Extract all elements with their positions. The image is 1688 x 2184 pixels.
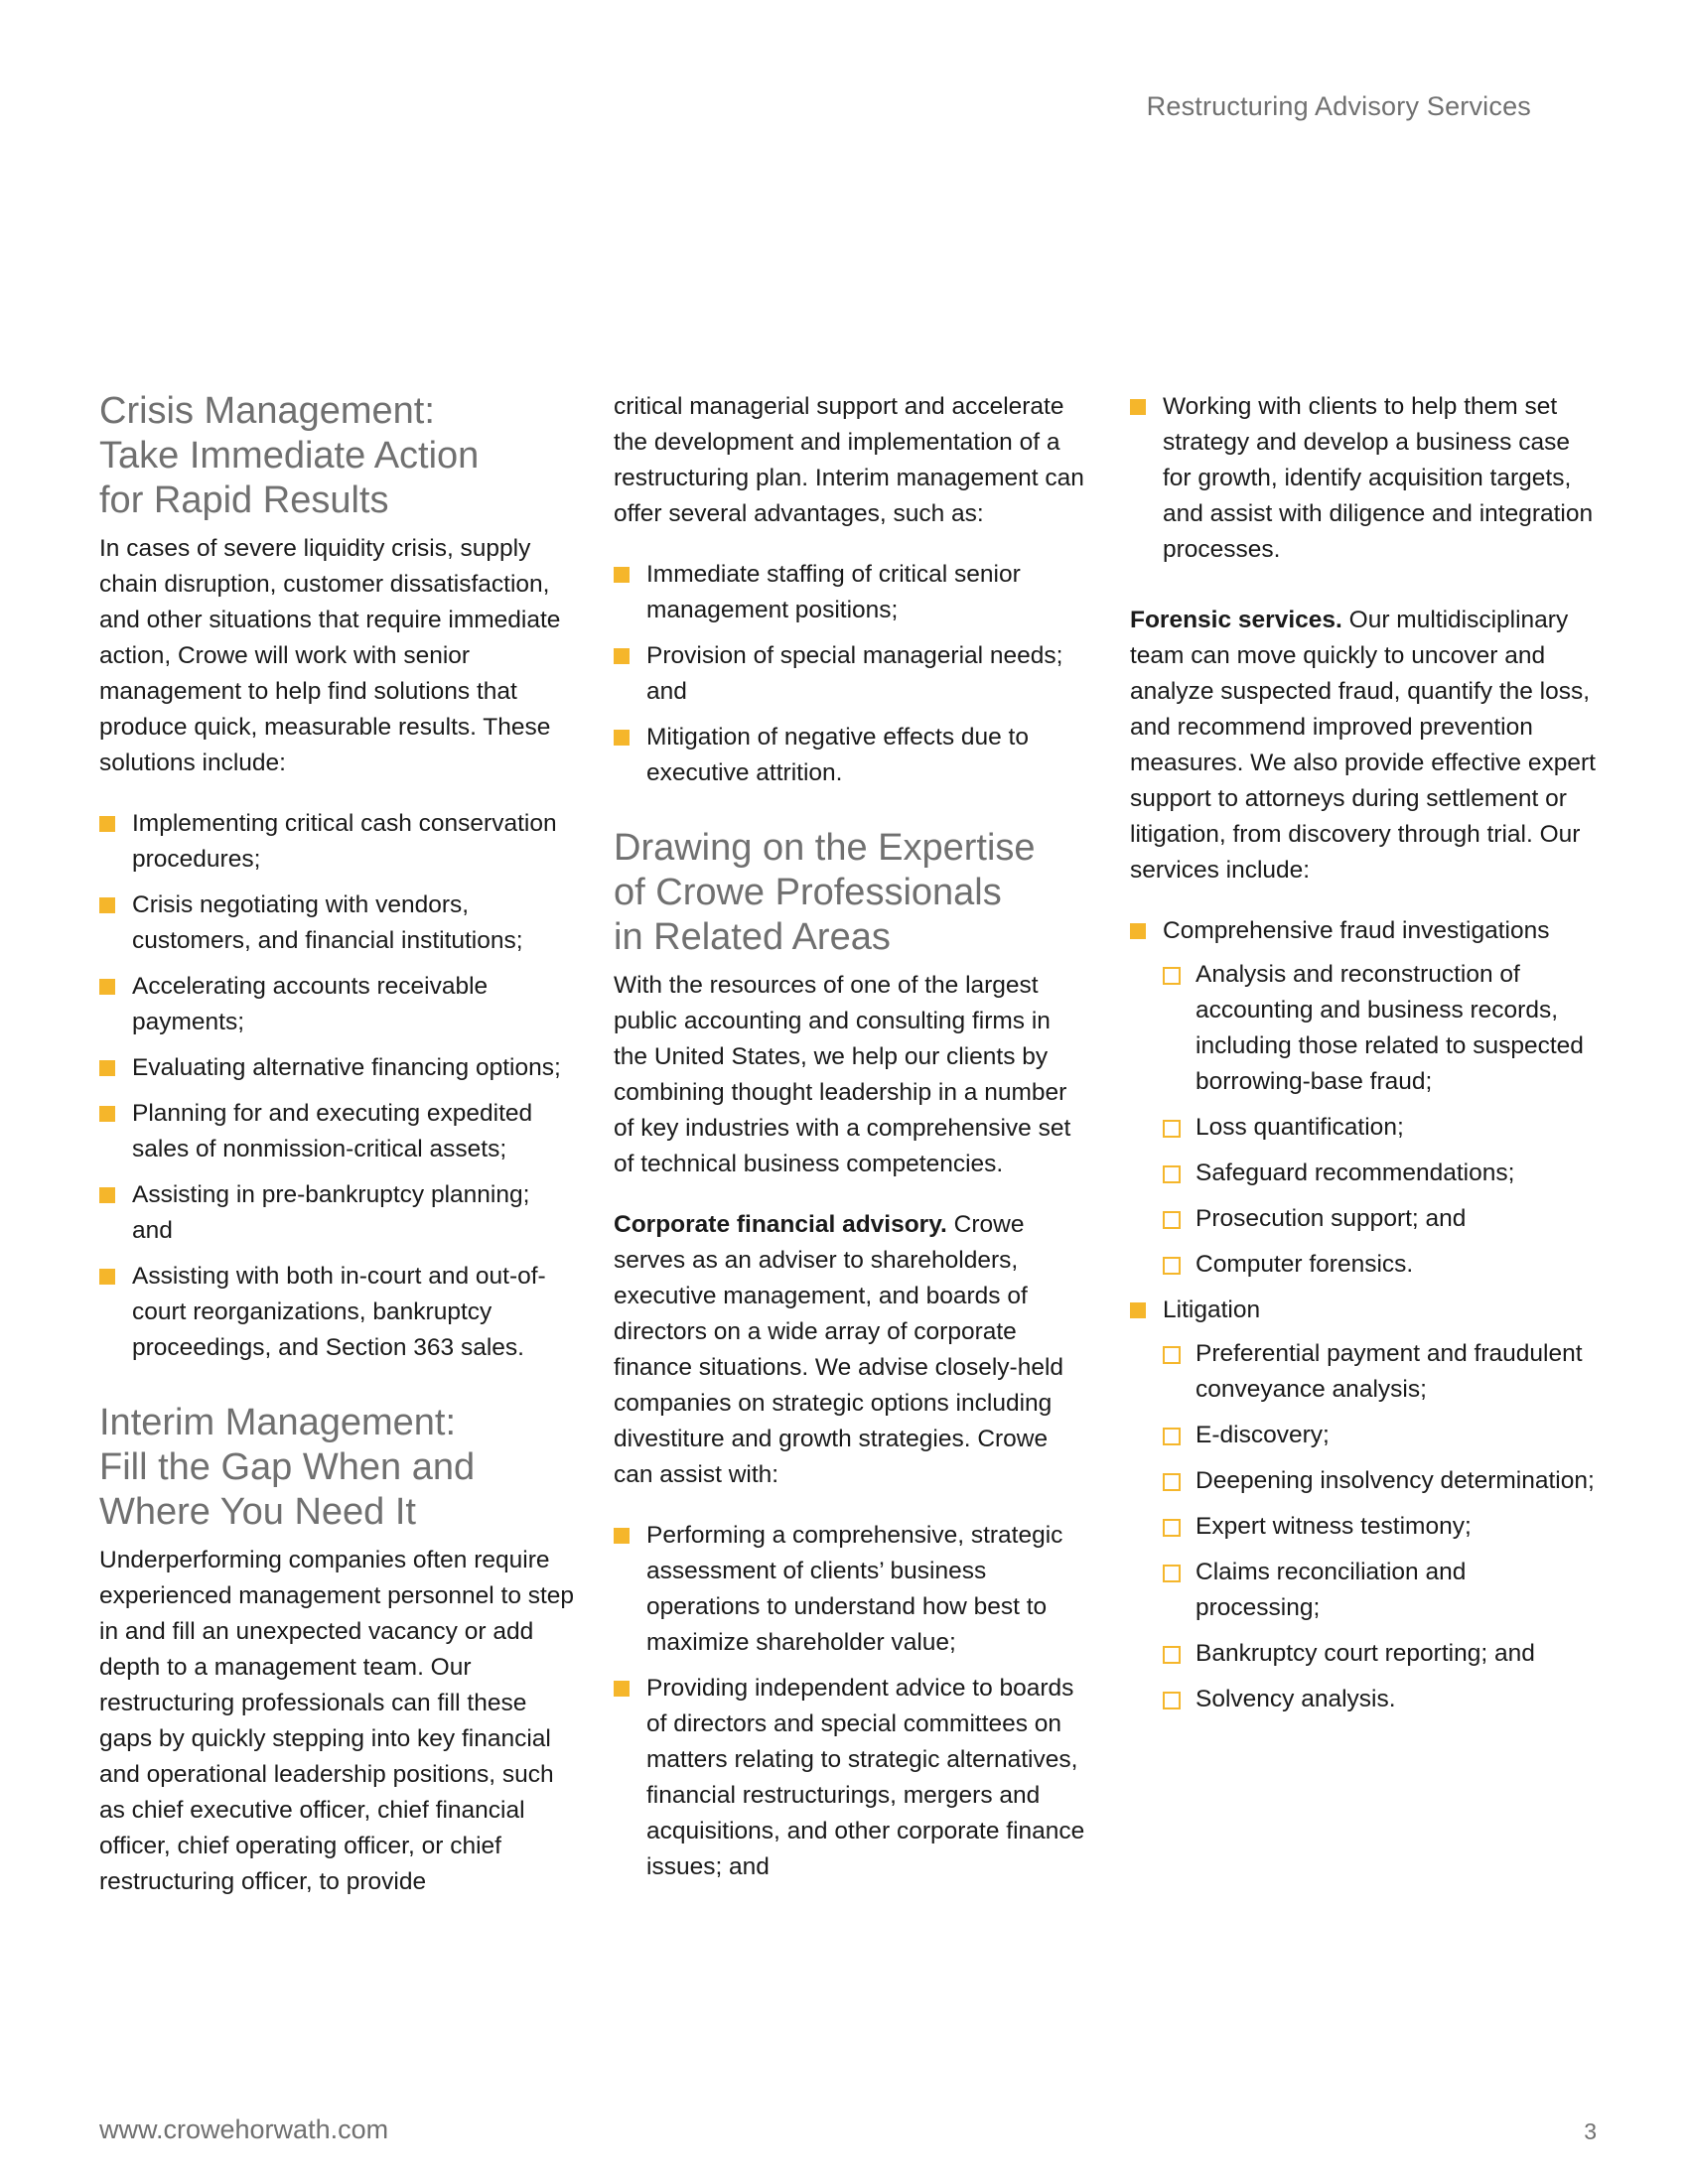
sublist-item: Prosecution support; and (1163, 1201, 1597, 1237)
footer-website-link[interactable]: www.crowehorwath.com (99, 2115, 389, 2144)
list-item: Performing a comprehensive, strategic assessment of clients’ business operations to understand how best to maximize shareholder value; (614, 1518, 1090, 1661)
list-item: Accelerating accounts receivable payments; (99, 969, 576, 1040)
bullet-square-icon (614, 567, 630, 583)
sublist-item: E-discovery; (1163, 1418, 1597, 1453)
bullet-open-square-icon (1163, 1428, 1181, 1445)
crisis-intro-paragraph: In cases of severe liquidity crisis, supply chain disruption, customer dissatisfaction, and other situations that require immediate action, Crowe will work with senior management to help find solutions that produce quick, measurable results. These solutions include: (99, 535, 561, 776)
sublist-item: Claims reconciliation and processing; (1163, 1555, 1597, 1626)
corporate-assist-list-continued (1130, 389, 1597, 568)
list-item: Assisting in pre-bankruptcy planning; and (99, 1177, 576, 1249)
bullet-square-icon (614, 730, 630, 746)
interim-advantages-list (614, 557, 1090, 791)
corporate-advisory-paragraph (614, 1207, 1090, 1493)
list-item: Comprehensive fraud investigations Analysis and reconstruction of accounting and business records, including those related to suspected borrowing-base fraud; Loss quantification; Safeguard recommendations; Prosecution support; and Computer forensics. (1130, 913, 1597, 1283)
bullet-open-square-icon (1163, 967, 1181, 985)
bullet-open-square-icon (1163, 1257, 1181, 1275)
bullet-square-icon (1130, 1302, 1146, 1318)
sublist-item: Preferential payment and fraudulent conveyance analysis; (1163, 1336, 1597, 1408)
heading-line: of Crowe Professionals (614, 872, 1002, 913)
list-item: Implementing critical cash conservation procedures; (99, 806, 576, 878)
bullet-open-square-icon (1163, 1211, 1181, 1229)
bullet-square-icon (99, 1269, 115, 1285)
list-item: Planning for and executing expedited sales of nonmission-critical assets; (99, 1096, 576, 1167)
interim-paragraph: Underperforming companies often require experienced management personnel to step in and fill an unexpected vacancy or add depth to a management team. Our restructuring professionals can fill these gaps by quickly stepping into key financial and operational leadership positions, such as chief executive officer, chief financial officer, chief operating officer, or chief restructuring officer, to provide (99, 1547, 575, 1895)
bullet-open-square-icon (1163, 1346, 1181, 1364)
bullet-open-square-icon (1163, 1473, 1181, 1491)
crisis-management-heading (99, 389, 576, 523)
bullet-square-icon (614, 648, 630, 664)
expertise-paragraph: With the resources of one of the largest public accounting and consulting firms in the United States, we help our clients by combining thought leadership in a number of key industries with a comprehensive set of technical business competencies. (614, 972, 1071, 1177)
sublist-item: Expert witness testimony; (1163, 1509, 1597, 1545)
list-item: Crisis negotiating with vendors, customers, and financial institutions; (99, 887, 576, 959)
list-item: Providing independent advice to boards of directors and special committees on matters relating to strategic alternatives, financial restructurings, mergers and acquisitions, and other corporate finance issues; and (614, 1671, 1090, 1885)
heading-line: in Related Areas (614, 916, 891, 958)
bullet-square-icon (99, 1060, 115, 1076)
bullet-square-icon (1130, 923, 1146, 939)
heading-line: Interim Management: (99, 1402, 457, 1443)
bullet-open-square-icon (1163, 1692, 1181, 1709)
bullet-square-icon (99, 979, 115, 995)
interim-continued-paragraph: critical managerial support and accelerate the development and implementation of a restructuring plan. Interim management can offer several advantages, such as: (614, 393, 1084, 527)
expertise-heading (614, 826, 1090, 960)
list-item: Evaluating alternative financing options; (99, 1050, 576, 1086)
bullet-square-icon (614, 1528, 630, 1544)
column-3 (1130, 389, 1597, 1727)
heading-line: Where You Need It (99, 1491, 416, 1533)
bullet-open-square-icon (1163, 1165, 1181, 1183)
heading-line: Fill the Gap When and (99, 1446, 476, 1488)
bullet-square-icon (99, 1187, 115, 1203)
page-number: 3 (1584, 2118, 1597, 2144)
sublist-item: Bankruptcy court reporting; and (1163, 1636, 1597, 1672)
heading-line: Crisis Management: (99, 390, 435, 432)
forensic-services-list (1130, 913, 1597, 1717)
page-header-title: Restructuring Advisory Services (1146, 91, 1531, 121)
sublist-item: Deepening insolvency determination; (1163, 1463, 1597, 1499)
heading-line: for Rapid Results (99, 479, 389, 521)
sublist-item: Analysis and reconstruction of accounting and business records, including those related to suspected borrowing-base fraud; (1163, 957, 1597, 1100)
heading-line: Take Immediate Action (99, 435, 480, 477)
fraud-sublist (1163, 957, 1597, 1283)
forensic-services-text: Our multidisciplinary team can move quickly to uncover and analyze suspected fraud, quantify the loss, and recommend improved prevention measures. We also provide effective expert support to attorneys during settlement or litigation, from discovery through trial. Our services include: (1130, 607, 1596, 884)
sublist-item: Loss quantification; (1163, 1110, 1597, 1146)
sublist-item: Solvency analysis. (1163, 1682, 1597, 1717)
bullet-open-square-icon (1163, 1120, 1181, 1138)
crisis-solutions-list (99, 806, 576, 1366)
column-2 (614, 389, 1090, 1895)
bullet-square-icon (99, 1106, 115, 1122)
corporate-assist-list (614, 1518, 1090, 1885)
bullet-square-icon (614, 1681, 630, 1697)
corporate-advisory-lead: Corporate financial advisory. (614, 1211, 947, 1238)
bullet-open-square-icon (1163, 1646, 1181, 1664)
heading-line: Drawing on the Expertise (614, 827, 1036, 869)
list-item: Litigation Preferential payment and fraudulent conveyance analysis; E-discovery; Deepening insolvency determination; Expert witness testimony; Claims reconciliation and processing; Bankruptcy court reporting; and Solvency analysis. (1130, 1293, 1597, 1717)
bullet-square-icon (1130, 399, 1146, 415)
forensic-services-paragraph (1130, 603, 1597, 888)
list-item: Mitigation of negative effects due to executive attrition. (614, 720, 1090, 791)
interim-management-heading (99, 1401, 576, 1535)
column-1 (99, 389, 576, 1900)
sublist-item: Safeguard recommendations; (1163, 1156, 1597, 1191)
list-item: Working with clients to help them set strategy and develop a business case for growth, identify acquisition targets, and assist with diligence and integration processes. (1130, 389, 1597, 568)
corporate-advisory-text: Crowe serves as an adviser to shareholders, executive management, and boards of directors on a wide array of corporate finance situations. We advise closely-held companies on strategic options including divestiture and growth strategies. Crowe can assist with: (614, 1211, 1064, 1488)
bullet-open-square-icon (1163, 1565, 1181, 1582)
bullet-square-icon (99, 816, 115, 832)
forensic-services-lead: Forensic services. (1130, 607, 1342, 633)
bullet-square-icon (99, 897, 115, 913)
bullet-open-square-icon (1163, 1519, 1181, 1537)
list-item: Provision of special managerial needs; and (614, 638, 1090, 710)
list-item: Assisting with both in-court and out-of-court reorganizations, bankruptcy proceedings, and Section 363 sales. (99, 1259, 576, 1366)
list-item: Immediate staffing of critical senior management positions; (614, 557, 1090, 628)
litigation-sublist (1163, 1336, 1597, 1717)
sublist-item: Computer forensics. (1163, 1247, 1597, 1283)
